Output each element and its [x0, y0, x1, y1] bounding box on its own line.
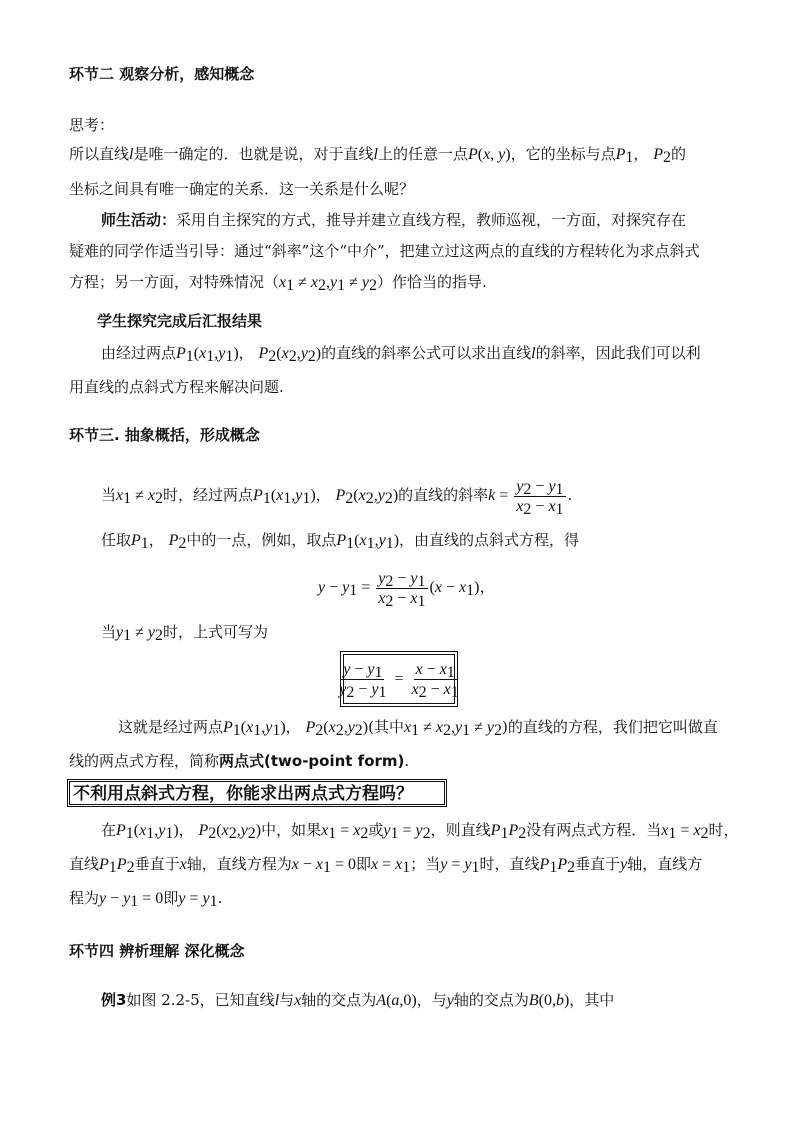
- section-4-title: 环节四 辨析理解 深化概念: [69, 942, 245, 960]
- example-3: 例3如图 2.2-5，已知直线l与x轴的交点为A(a,0)，与y轴的交点为B(0,b)，其中: [101, 991, 615, 1009]
- paragraph-4-slope: 当$x_1 \ne x_2$时，经过两点$P_1(x_1,y_1)$， $P_2(x_2,y_2)$的直线的斜率k = $\frac{y_2 - y_1}{x_2 - x_1}$ .: [101, 477, 573, 518]
- section-2-title: 环节二 观察分析，感知概念: [69, 65, 255, 83]
- question-box: 不利用点斜式方程，你能求出两点式方程吗？: [69, 781, 445, 805]
- paragraph-3-line-1: 由经过两点$P_1(x_1,y_1)$， $P_2(x_2,y_2)$的直线的斜率公式可以求出直线l的斜率，因此我们可以利: [101, 344, 701, 365]
- paragraph-8-line-3: 程为$y - y_1 = 0$即$y = y_1$.: [69, 889, 223, 910]
- paragraph-1-line-2: 坐标之间具有唯一确定的关系．这一关系是什么呢？: [69, 180, 415, 198]
- paragraph-3-line-2: 用直线的点斜式方程来解决问题.: [69, 378, 284, 396]
- paragraph-7-line-1: 这就是经过两点$P_1(x_1,y_1)$， $P_2(x_2,y_2)$(其中$x_1 \ne x_2,y_1 \ne y_2$)的直线的方程，我们把它叫做直: [118, 718, 718, 739]
- paragraph-2-line-2: 疑难的同学作适当引导：通过“斜率”这个“中介”，把建立过这两点的直线的方程转化为求点斜式: [69, 242, 700, 260]
- section-3-title: 环节三. 抽象概括，形成概念: [69, 426, 260, 444]
- think-label: 思考：: [69, 116, 115, 134]
- paragraph-7-line-2: 线的两点式方程，简称两点式(two-point form).: [69, 752, 410, 770]
- paragraph-6: 当$y_1 \ne y_2$时，上式可写为: [101, 623, 269, 644]
- paragraph-2-line-3: 方程；另一方面，对特殊情况$(x_1 \ne x_2,y_1 \ne y_2)$作恰当的指导.: [69, 273, 487, 294]
- paragraph-2-line-1: 师生活动：采用自主探究的方式，推导并建立直线方程，教师巡视，一方面，对探究存在: [101, 211, 687, 229]
- paragraph-8-line-1: 在$P_1(x_1,y_1)$， $P_2(x_2,y_2)$中，如果$x_1 = x_2$或$y_1 = y_2$，则直线$P_1P_2$没有两点式方程．当$x_1 = x_2$时，: [101, 821, 739, 842]
- paragraph-8-line-2: 直线$P_1P_2$垂直于x轴，直线方程为$x - x_1 = 0$即$x = x_1$；当$y = y_1$时，直线$P_1P_2$垂直于y轴，直线方: [69, 855, 703, 876]
- paragraph-1-line-1: 所以直线l是唯一确定的．也就是说，对于直线l上的任意一点P(x, y)，它的坐标与点$P_1$， $P_2$的: [69, 145, 686, 166]
- two-point-form-boxed-equation: $\frac{y - y_1}{y_2 - y_1}$ = $\frac{x - x_1}{x_2 - x_1}$: [343, 654, 455, 704]
- point-slope-equation: $y - y_1$ = $\frac{y_2 - y_1}{x_2 - x_1}$ $(x - x_1)$，: [318, 569, 496, 610]
- report-title: 学生探究完成后汇报结果: [97, 312, 263, 330]
- paragraph-5: 任取$P_1$， $P_2$中的一点，例如，取点$P_1(x_1,y_1)$，由直线的点斜式方程，得: [101, 531, 580, 552]
